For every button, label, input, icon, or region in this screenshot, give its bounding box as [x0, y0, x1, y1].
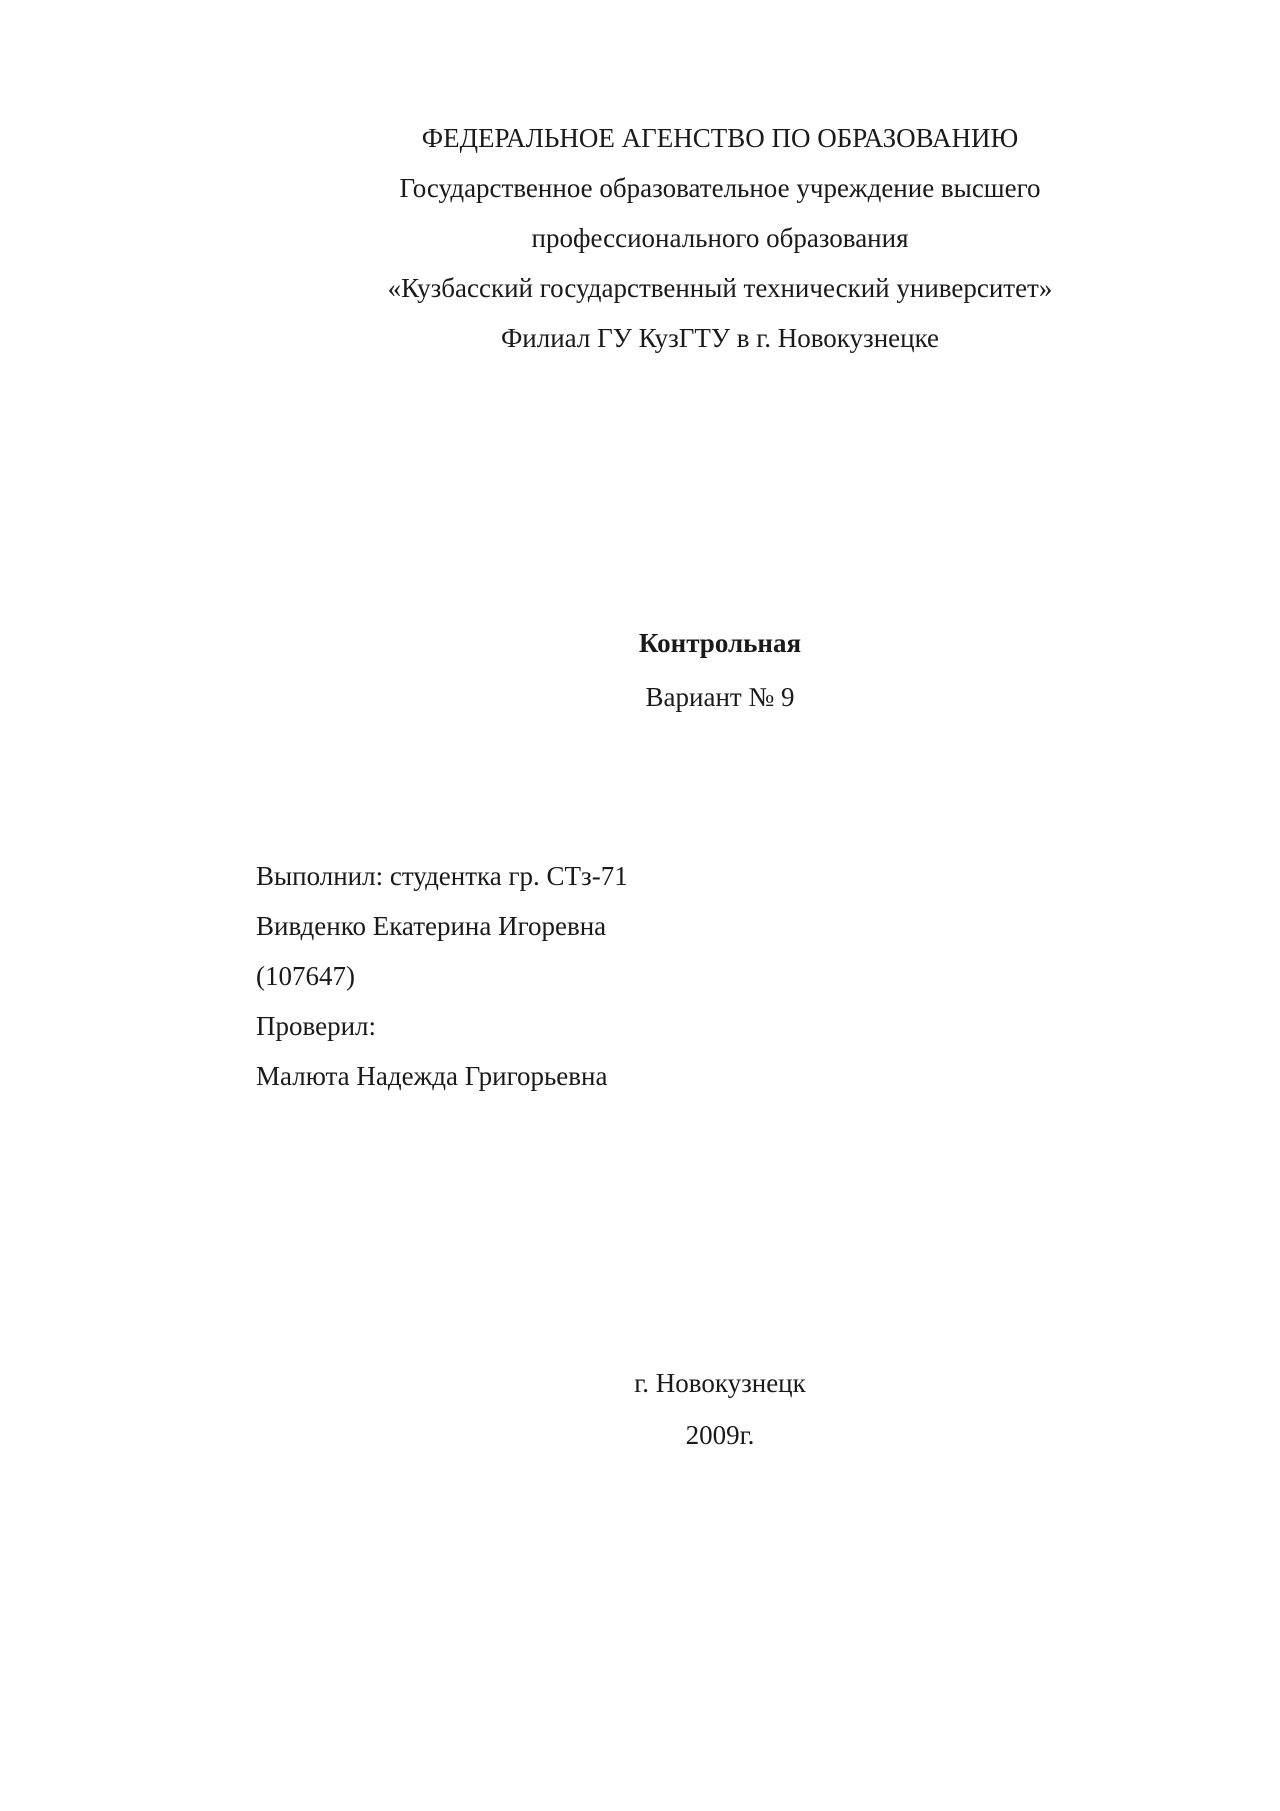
checker-name: Малюта Надежда Григорьевна — [256, 1061, 608, 1091]
student-id: (107647) — [256, 961, 355, 991]
footer-year: 2009г. — [685, 1420, 755, 1450]
header-agency: ФЕДЕРАЛЬНОЕ АГЕНСТВО ПО ОБРАЗОВАНИЮ — [421, 123, 1019, 153]
work-type-title: Контрольная — [638, 628, 802, 658]
variant-number: Вариант № 9 — [645, 682, 795, 712]
performed-by: Выполнил: студентка гр. СТз-71 — [256, 861, 628, 891]
header-university: «Кузбасский государственный технический университет» — [387, 273, 1053, 303]
header-institution-line2: профессионального образования — [531, 223, 909, 253]
footer-city: г. Новокузнецк — [634, 1368, 806, 1398]
student-name: Вивденко Екатерина Игоревна — [256, 911, 607, 941]
checked-label: Проверил: — [256, 1011, 376, 1041]
header-institution-line1: Государственное образовательное учреждение высшего — [399, 173, 1041, 203]
header-branch: Филиал ГУ КузГТУ в г. Новокузнецке — [500, 323, 940, 353]
